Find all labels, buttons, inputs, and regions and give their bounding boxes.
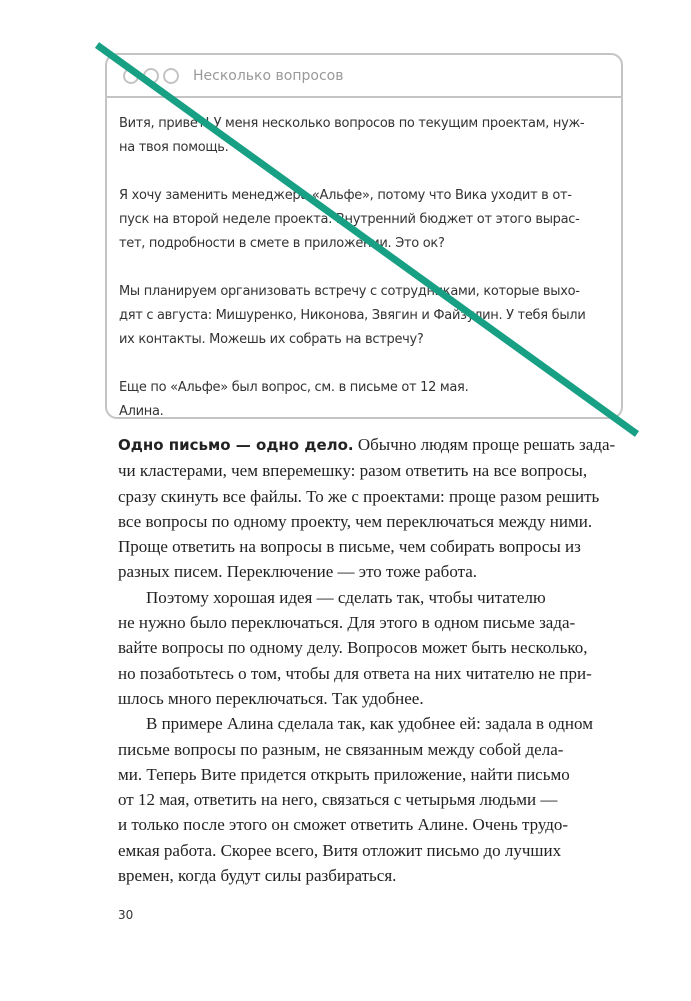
text-line: и только после этого он сможет ответить Алине. Очень трудо- [118, 815, 569, 835]
diagonal-strike [97, 45, 637, 434]
text-line: Обычно людям проще решать зада- [353, 435, 616, 454]
text-line: сразу скинуть все файлы. То же с проектами: проще разом решить [118, 486, 600, 506]
text-line: ми. Теперь Вите придется открыть приложение, найти письмо [118, 764, 570, 784]
text-line: письме вопросы по разным, не связанным между собой дела- [118, 739, 564, 759]
email-paragraph: Я хочу заменить менеджера «Альфе», потому что Вика уходит в от- пуск на второй неделе проекта. Внутренний бюджет от этого вырас- тет, подробности в смете в приложении. Это ок? [119, 188, 580, 251]
text-line: от 12 мая, ответить на него, связаться с четырьмя людьми — [118, 790, 558, 810]
text-line: В примере Алина сделала так, как удобнее ей: задала в одном [146, 714, 593, 734]
text-line: вайте вопросы по одному делу. Вопросов может быть несколько, [118, 638, 588, 658]
text-line: не нужно было переключаться. Для этого в одном письме зада- [118, 613, 576, 633]
text-line: шлось много переключаться. Так удобнее. [118, 688, 424, 708]
page-number: 30 [118, 908, 134, 922]
text-line: Проще ответить на вопросы в письме, чем собирать вопросы из [118, 537, 581, 557]
email-paragraph: Еще по «Альфе» был вопрос, см. в письме от 12 мая. Алина. [119, 380, 469, 419]
text-line: но позаботьтесь о том, чтобы для ответа на них читателю не при- [118, 663, 592, 683]
window-title: Несколько вопросов [193, 67, 344, 84]
text-line: все вопросы по одному проекту, чем переключаться между ними. [118, 511, 593, 531]
email-paragraph: Мы планируем организовать встречу с сотрудниками, которые выхо- дят с августа: Мишуренко, Никонова, Звягин и У тебя были их контакты. Можешь их собрать на встречу? [119, 284, 586, 347]
text-line: чи кластерами, чем вперемешку: разом ответить на все вопросы, [118, 461, 588, 481]
text-line: времен, когда будут силы разбираться. [118, 866, 397, 886]
email-paragraph: Витя, привет! У меня несколько вопросов по текущим проектам, нуж- на твоя помощь. [119, 116, 585, 155]
text-line: емкая работа. Скорее всего, Витя отложит письмо до лучших [118, 840, 562, 860]
text-line: разных писем. Переключение — это тоже работа. [118, 562, 478, 582]
lead-heading: Одно письмо — одно дело. [118, 436, 354, 454]
text-line: Поэтому хорошая идея — сделать так, чтобы читателю [146, 587, 546, 607]
